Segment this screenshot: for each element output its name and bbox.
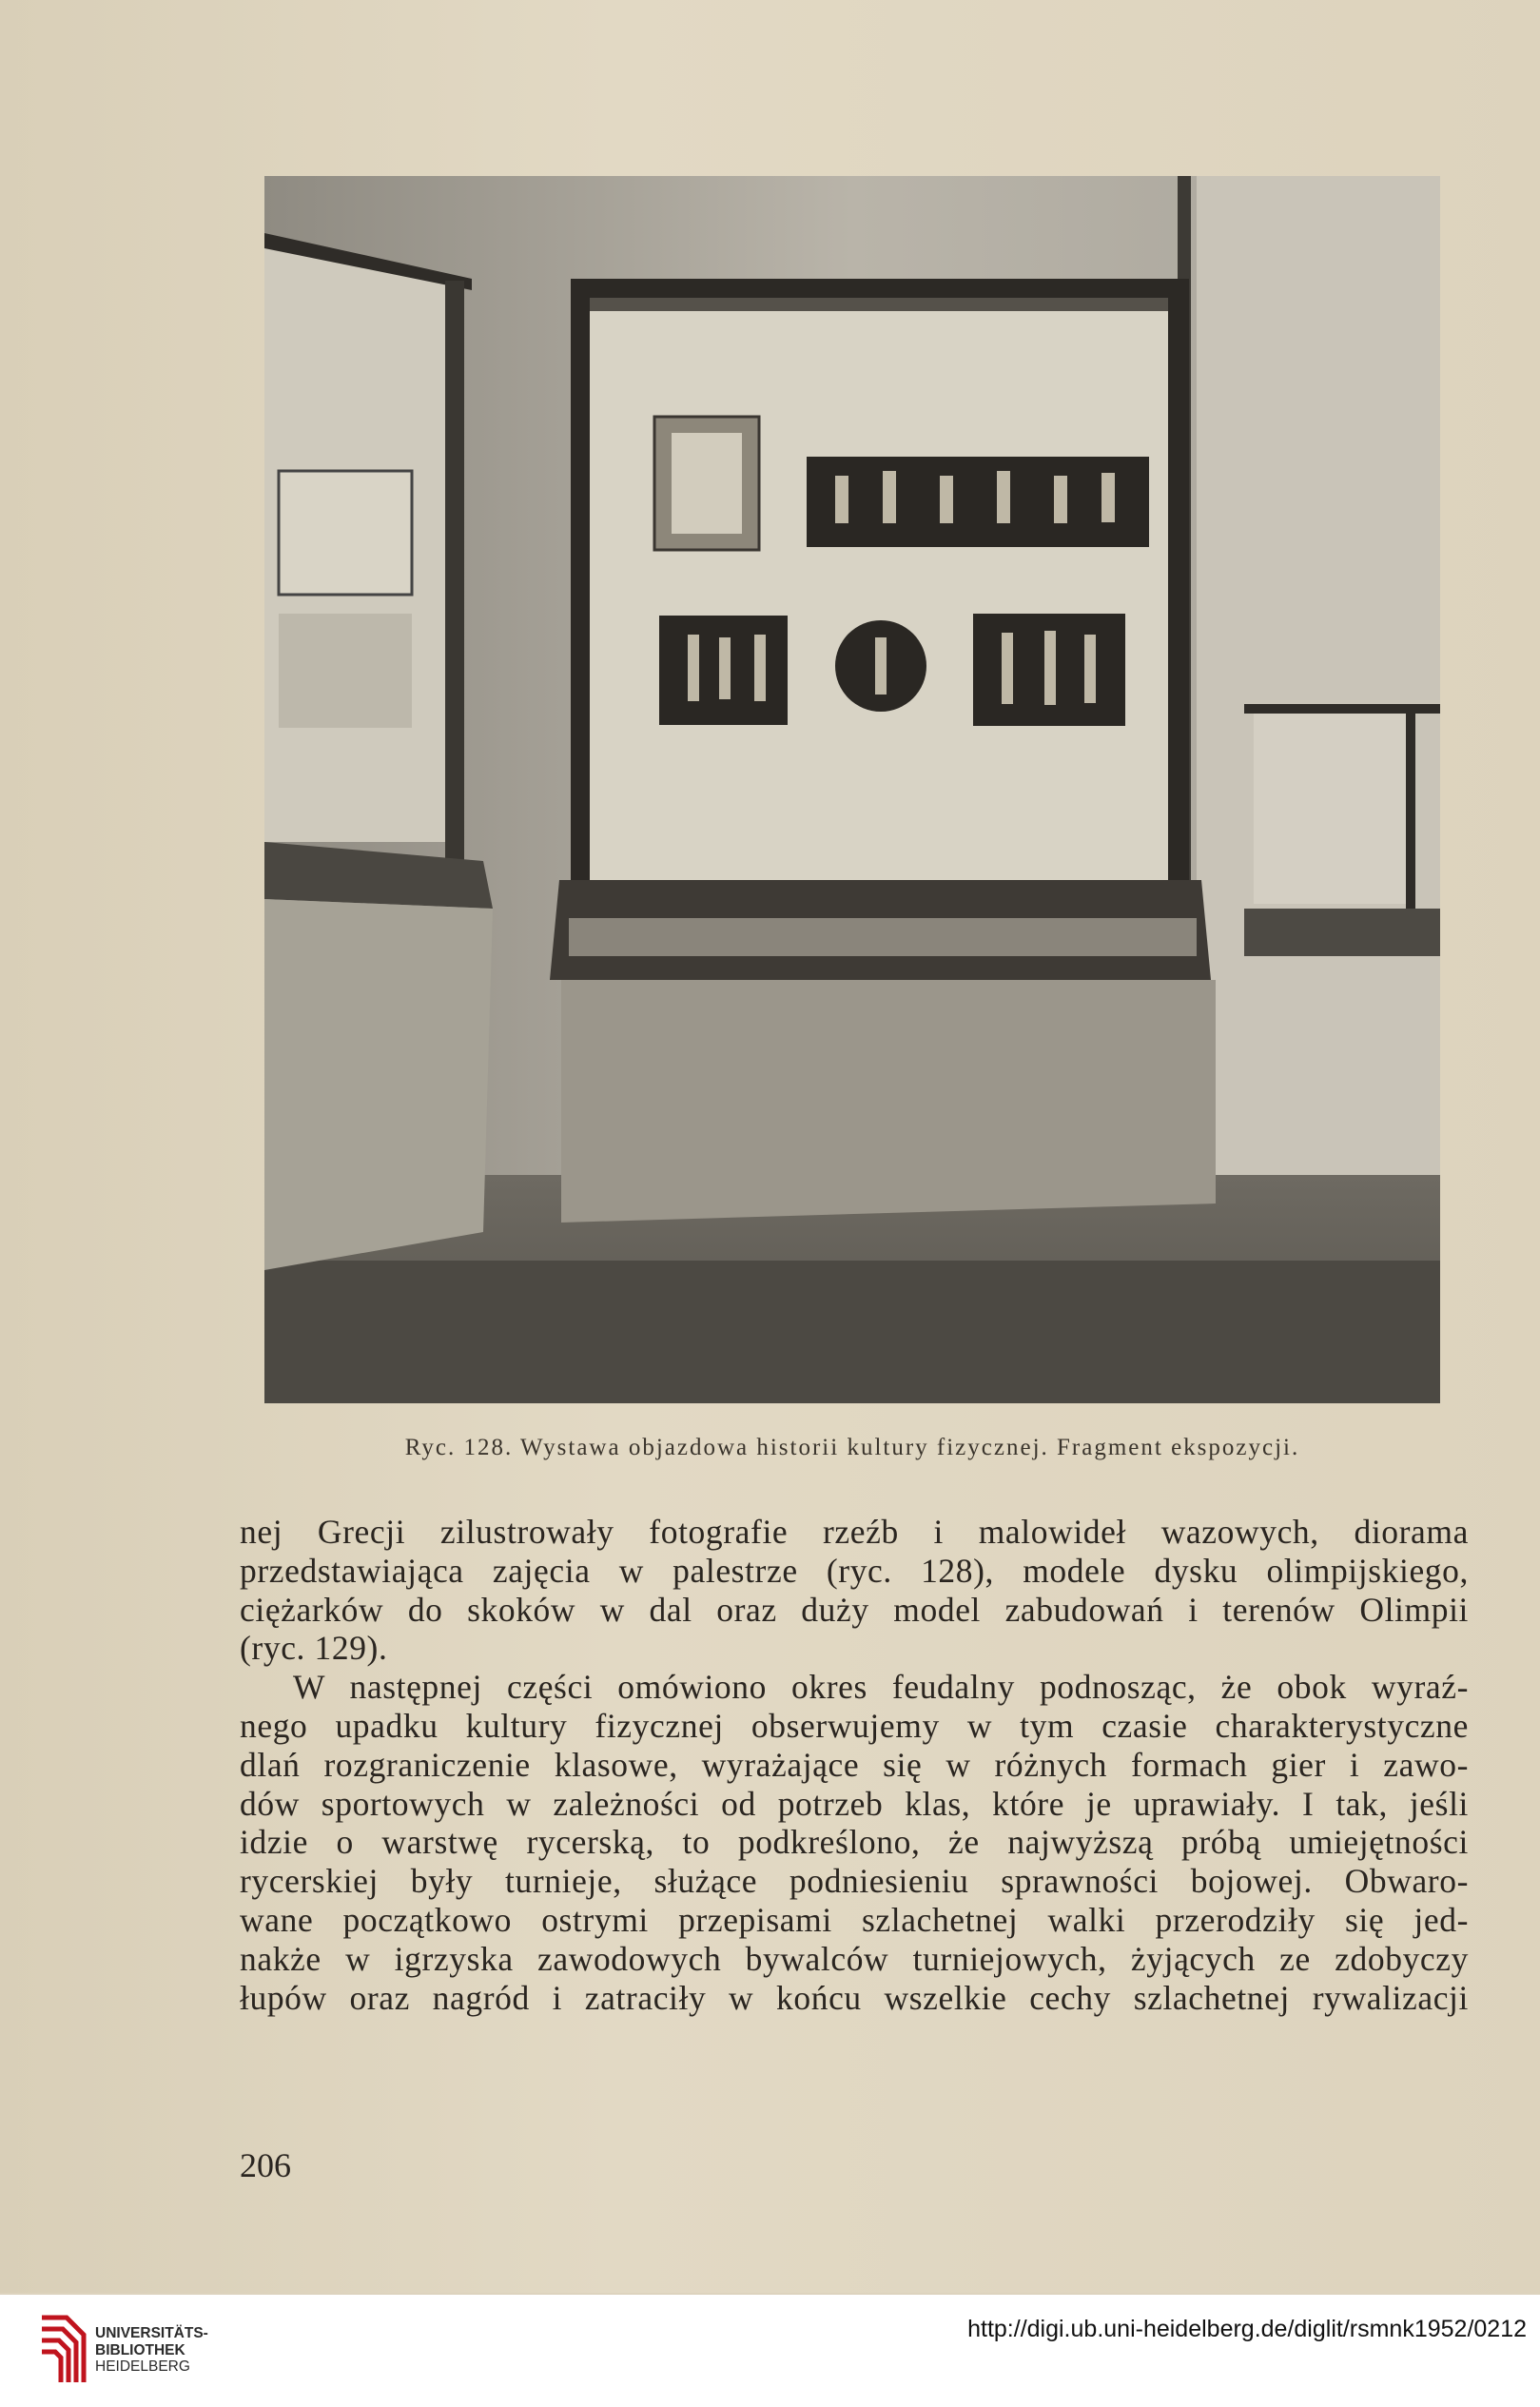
text-line: rycerskiej były turnieje, służące podniesieniu sprawności bojowej. Obwaro- xyxy=(240,1862,1469,1901)
library-name-line: BIBLIOTHEK xyxy=(95,2341,185,2358)
text-line: nego upadku kultury fizycznej obserwujemy w tym czasie charakterystyczne xyxy=(240,1706,1469,1745)
text-line: W następnej części omówiono okres feudalny podnosząc, że obok wyraź- xyxy=(293,1668,1469,1707)
library-name xyxy=(95,2325,208,2376)
figure-caption: Ryc. 128. Wystawa objazdowa historii kultury fizycznej. Fragment ekspozycji. xyxy=(404,1435,1300,1460)
library-name-line: HEIDELBERG xyxy=(95,2358,190,2375)
text-line: wane początkowo ostrymi przepisami szlachetnej walki przerodziły się jed- xyxy=(240,1900,1469,1939)
text-line: nej Grecji zilustrowały fotografie rzeźb i malowideł wazowych, diorama xyxy=(240,1513,1469,1551)
ub-heidelberg-logo-icon xyxy=(34,2312,91,2388)
text-line: ciężarków do skoków w dal oraz duży model zabudowań i terenów Olimpii xyxy=(240,1590,1469,1629)
source-url-link[interactable]: http://digi.ub.uni-heidelberg.de/diglit/rsmnk1952/0212 xyxy=(967,2316,1527,2342)
text-line: łupów oraz nagród i zatraciły w końcu wszelkie cechy szlachetnej rywalizacji xyxy=(240,1978,1469,2017)
text-line: (ryc. 129). xyxy=(240,1629,388,1668)
exhibition-photograph xyxy=(264,176,1440,1403)
text-line: nakże w igrzyska zawodowych bywalców turniejowych, żyjących ze zdobyczy xyxy=(240,1939,1469,1978)
page-number: 206 xyxy=(240,2146,291,2184)
text-line: przedstawiająca zajęcia w palestrze (ryc. 128), modele dysku olimpijskiego, xyxy=(240,1551,1469,1590)
footer-bar xyxy=(0,2295,1540,2407)
library-name-line: UNIVERSITÄTS- xyxy=(95,2325,208,2341)
photo-illustration xyxy=(264,176,1440,1403)
body-text xyxy=(240,1513,1469,2017)
text-line: idzie o warstwę rycerską, to podkreślono, że najwyższą próbą umiejętności xyxy=(240,1823,1469,1862)
text-line: dów sportowych w zależności od potrzeb klas, które je uprawiały. I tak, jeśli xyxy=(240,1784,1469,1823)
text-line: dlań rozgraniczenie klasowe, wyrażające się w różnych formach gier i zawo- xyxy=(240,1745,1469,1784)
